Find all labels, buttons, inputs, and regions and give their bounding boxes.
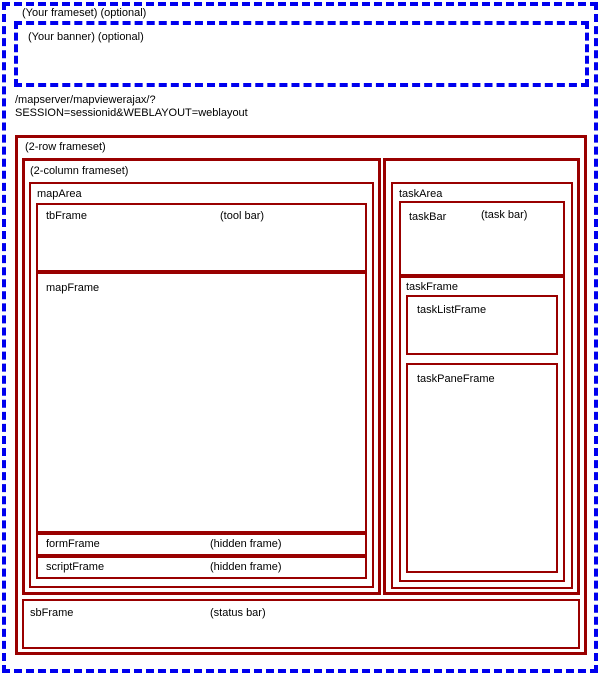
tb-frame-label: tbFrame xyxy=(46,210,87,222)
frameset-columns xyxy=(22,158,580,595)
task-column-box xyxy=(383,158,580,595)
viewer-url-line1: /mapserver/mapviewerajax/? xyxy=(15,94,156,106)
form-frame-box xyxy=(36,533,367,556)
two-column-frameset-label: (2-column frameset) xyxy=(30,165,129,177)
task-column-spacer xyxy=(386,161,577,182)
task-frame-label: taskFrame xyxy=(406,281,458,293)
task-area-label: taskArea xyxy=(399,188,443,200)
task-bar-box xyxy=(399,201,565,276)
script-frame-note: (hidden frame) xyxy=(210,561,282,573)
task-frame-box xyxy=(399,276,565,582)
map-area-frame-stack xyxy=(36,203,367,579)
outer-frameset-label: (Your frameset) (optional) xyxy=(22,7,147,19)
sb-frame-label: sbFrame xyxy=(30,607,74,619)
task-list-frame-box xyxy=(406,295,558,355)
two-column-frameset-box xyxy=(22,158,381,595)
task-bar-label: taskBar xyxy=(409,211,447,223)
map-frame-label: mapFrame xyxy=(46,282,100,294)
script-frame-box xyxy=(36,556,367,579)
map-area-label: mapArea xyxy=(37,188,82,200)
sb-frame-box xyxy=(22,599,580,649)
task-list-frame-label: taskListFrame xyxy=(417,304,487,316)
viewer-url-line2: SESSION=sessionid&WEBLAYOUT=weblayout xyxy=(15,107,248,119)
two-row-frameset-box xyxy=(15,135,587,655)
tb-frame-note: (tool bar) xyxy=(220,210,265,222)
script-frame-label: scriptFrame xyxy=(46,561,105,573)
viewer-url xyxy=(15,94,594,120)
map-frame-box xyxy=(36,272,367,533)
form-frame-label: formFrame xyxy=(46,538,100,550)
map-area-box xyxy=(29,182,374,588)
banner-frame-label: (Your banner) (optional) xyxy=(28,31,144,43)
outer-frameset-border xyxy=(2,2,598,673)
two-row-frameset-label: (2-row frameset) xyxy=(25,141,106,153)
task-pane-frame-box xyxy=(406,363,558,573)
task-bar-note: (task bar) xyxy=(481,209,528,221)
form-frame-note: (hidden frame) xyxy=(210,538,282,550)
task-pane-frame-label: taskPaneFrame xyxy=(417,373,495,385)
banner-frame xyxy=(14,21,589,87)
sb-frame-note: (status bar) xyxy=(210,607,266,619)
task-area-box xyxy=(391,182,573,589)
tb-frame-box xyxy=(36,203,367,272)
